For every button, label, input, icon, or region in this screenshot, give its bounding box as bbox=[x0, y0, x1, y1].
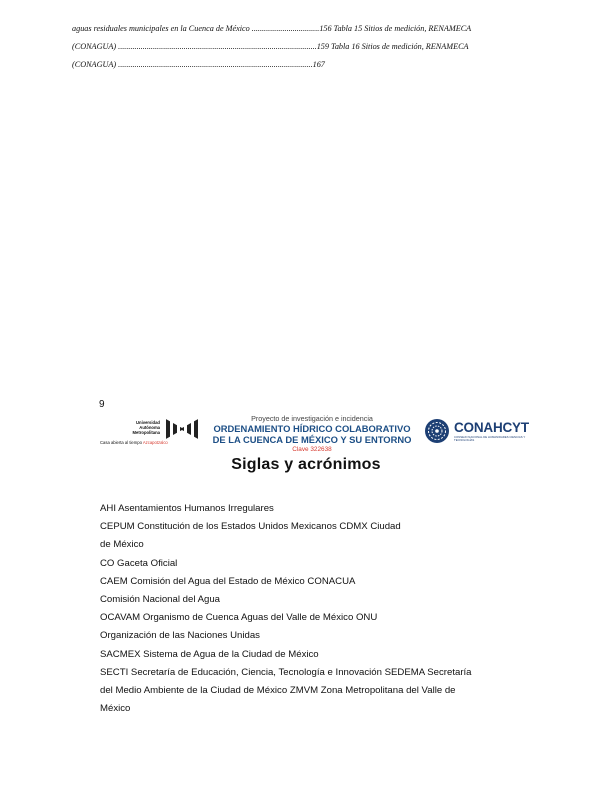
conahcyt-logo bbox=[424, 418, 534, 446]
uam-name bbox=[100, 420, 160, 435]
acronym-line: Organización de las Naciones Unidas bbox=[100, 630, 260, 642]
conahcyt-subtitle: CONSEJO NACIONAL DE HUMANIDADES CIENCIAS Y TECNOLOGÍAS bbox=[454, 435, 526, 443]
conahcyt-emblem-icon bbox=[424, 418, 450, 444]
uam-logo bbox=[100, 412, 208, 448]
table-of-contents bbox=[72, 20, 552, 74]
project-subtitle: Proyecto de investigación e incidencia bbox=[251, 414, 373, 423]
acronym-line: SECTI Secretaría de Educación, Ciencia, Tecnología e Innovación SEDEMA Secretaría bbox=[100, 666, 472, 678]
uam-campus: Azcapotzalco bbox=[142, 440, 168, 445]
uam-tagline bbox=[100, 440, 200, 445]
acronym-line: CAEM Comisión del Agua del Estado de México CONACUA bbox=[100, 575, 356, 587]
conahcyt-name: CONAHCYT bbox=[454, 420, 529, 435]
acronym-line: Comisión Nacional del Agua bbox=[100, 594, 220, 606]
acronym-line: México bbox=[100, 703, 131, 715]
toc-line: (CONAGUA) ...............................................................................................167 bbox=[72, 60, 325, 69]
project-banner bbox=[204, 414, 420, 454]
acronym-line: SACMEX Sistema de Agua de la Ciudad de México bbox=[100, 648, 319, 660]
acronym-line: de México bbox=[100, 539, 144, 551]
acronym-line: CEPUM Constitución de los Estados Unidos Mexicanos CDMX Ciudad bbox=[100, 521, 401, 533]
uam-name-line: Metropolitana bbox=[132, 430, 160, 435]
toc-line: (CONAGUA) .................................................................................................159 Tabla 16 Sitios de medición, RENAMECA bbox=[72, 42, 469, 51]
project-title-line: ORDENAMIENTO HÍDRICO COLABORATIVO bbox=[213, 423, 411, 434]
toc-line: aguas residuales municipales en la Cuenca de México .................................156 Tabla 15 Sitios de medición, RENAMECA bbox=[72, 24, 472, 33]
section-title: Siglas y acrónimos bbox=[231, 456, 381, 473]
uam-tagline-text: Casa abierta al tiempo bbox=[100, 440, 142, 445]
acronym-line: del Medio Ambiente de la Ciudad de México ZMVM Zona Metropolitana del Valle de bbox=[100, 685, 456, 697]
acronym-line: AHI Asentamientos Humanos Irregulares bbox=[100, 503, 274, 514]
page-header-banner bbox=[100, 412, 532, 460]
uam-name-line: Universidad bbox=[136, 420, 160, 425]
project-clave: Clave 322638 bbox=[292, 446, 332, 453]
uam-emblem-icon bbox=[164, 418, 200, 440]
page-number: 9 bbox=[99, 399, 105, 410]
uam-name-line: Autónoma bbox=[139, 425, 160, 430]
acronym-line: OCAVAM Organismo de Cuenca Aguas del Valle de México ONU bbox=[100, 612, 378, 624]
acronym-list bbox=[100, 500, 520, 718]
project-title-line: DE LA CUENCA DE MÉXICO Y SU ENTORNO bbox=[212, 434, 412, 445]
acronym-line: CO Gaceta Oficial bbox=[100, 557, 178, 569]
